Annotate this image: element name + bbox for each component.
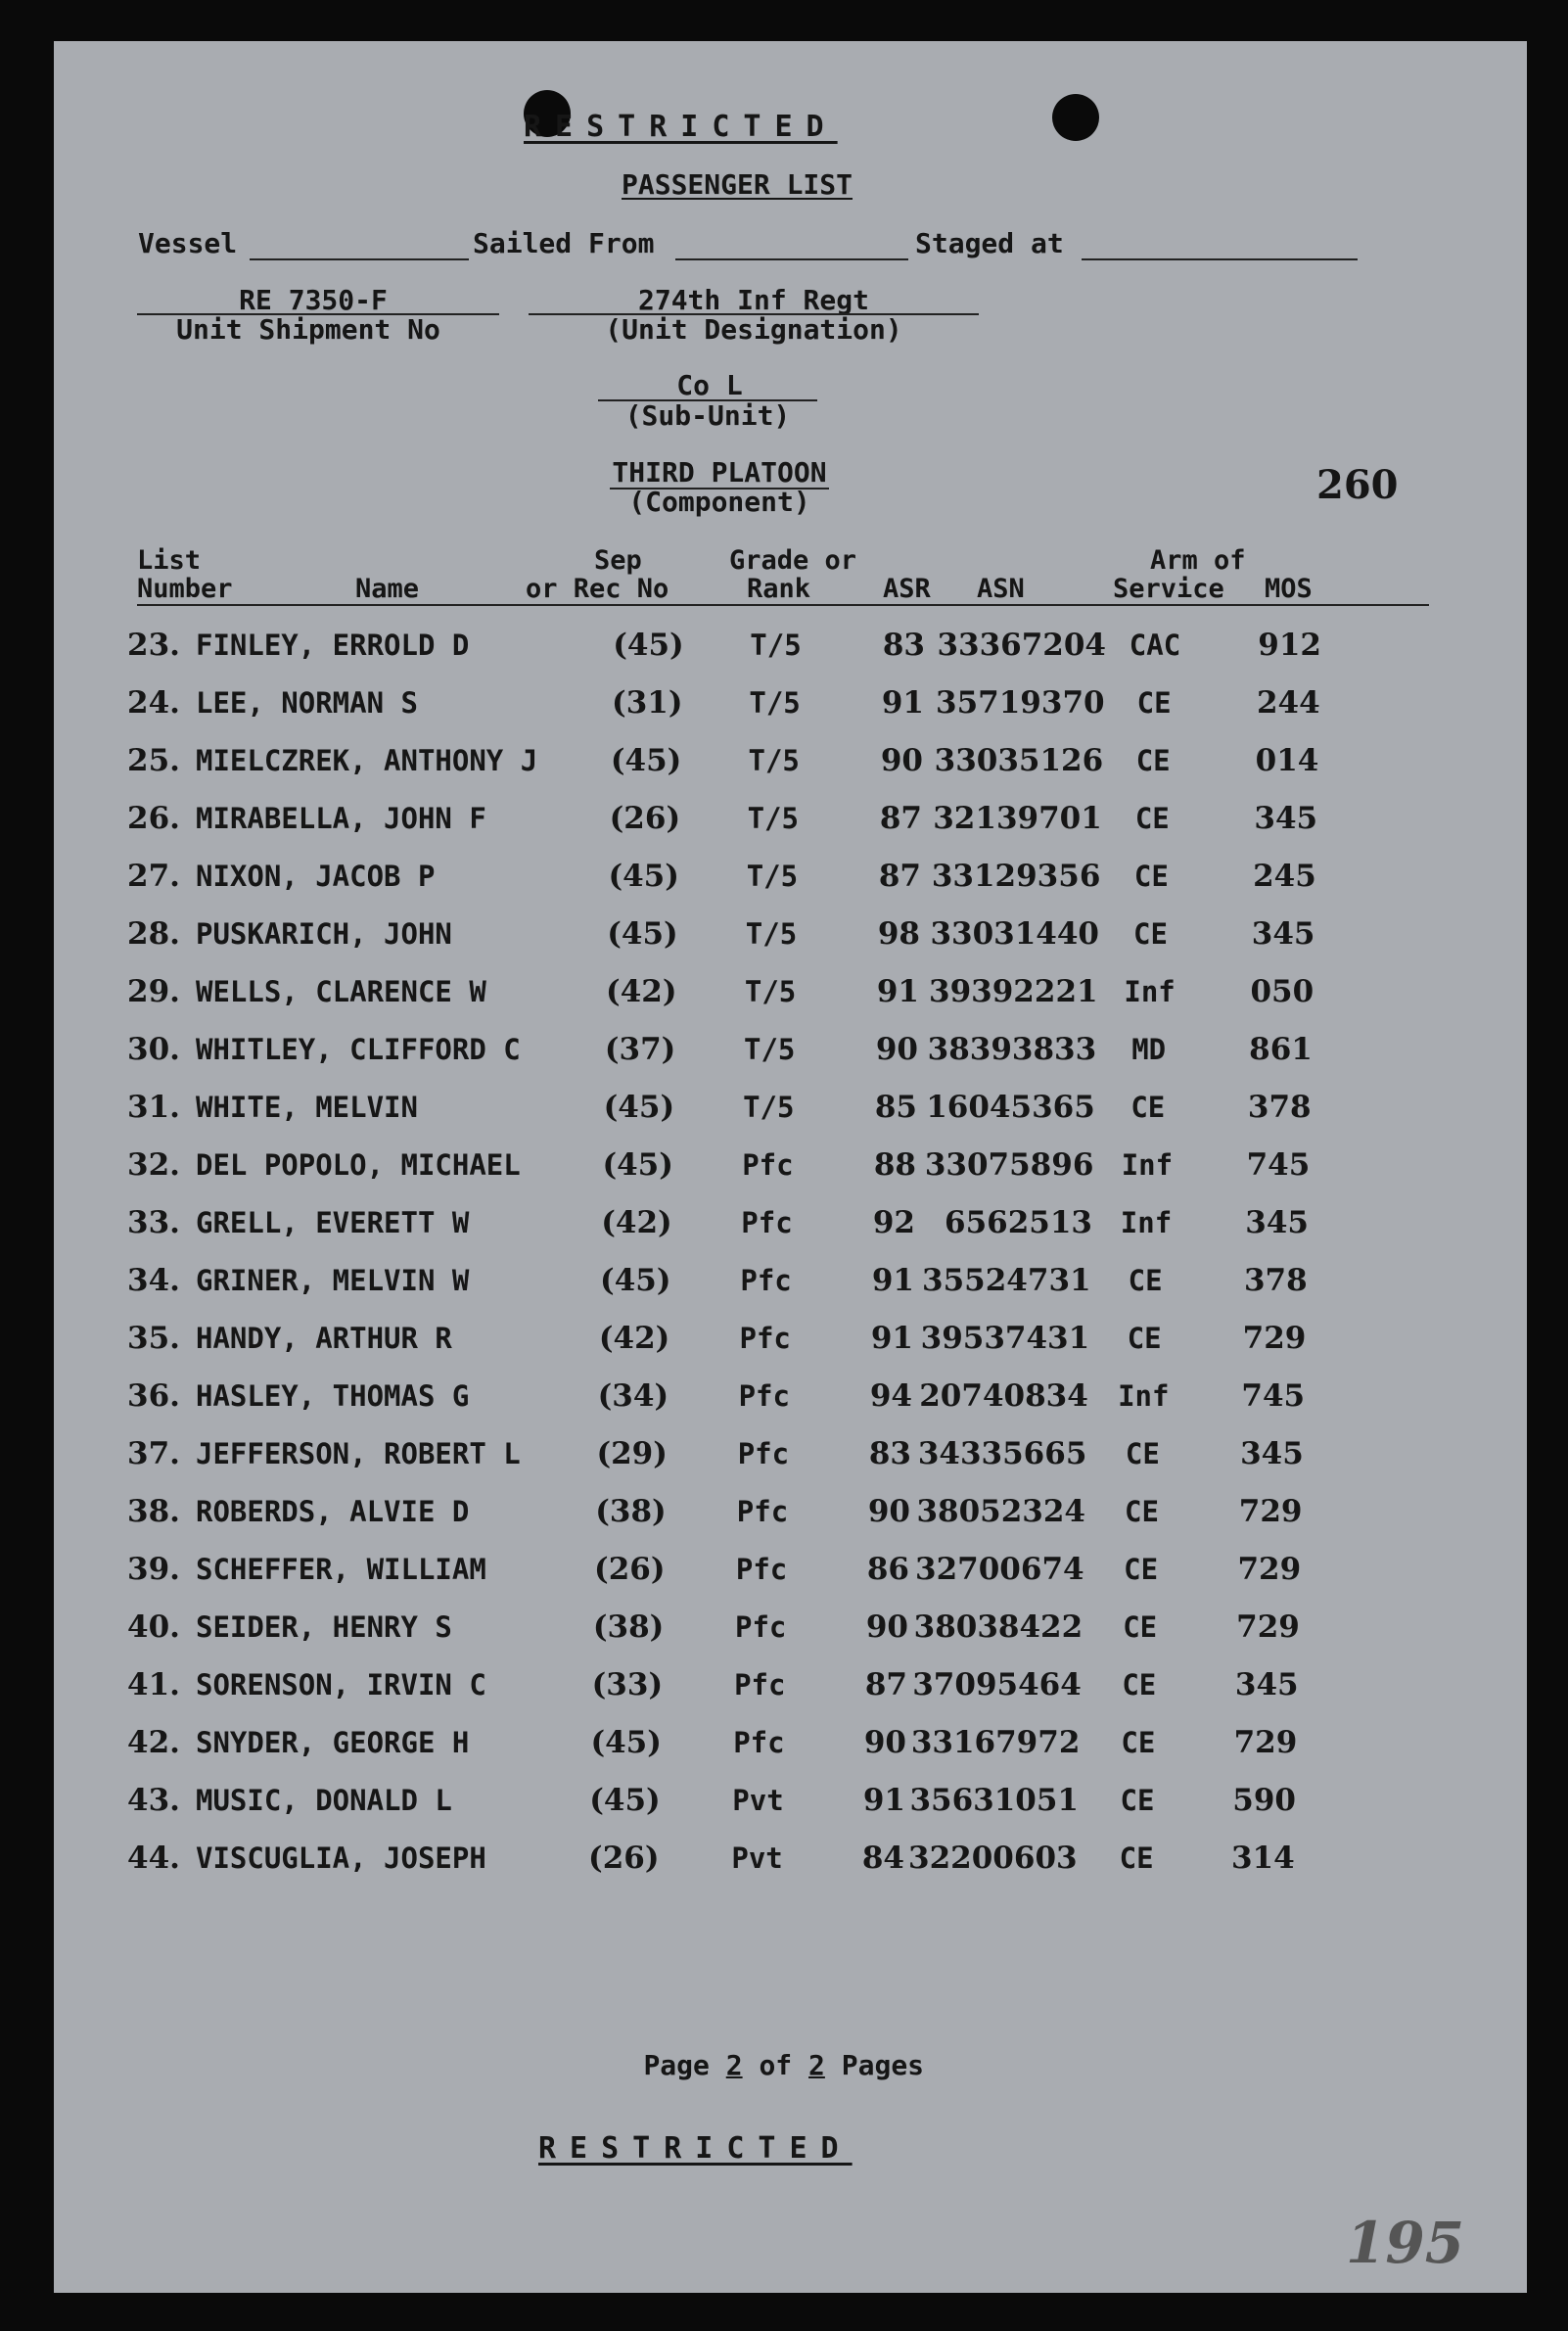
- cell-asr: 91: [881, 685, 924, 721]
- pages-label: Pages: [841, 2049, 925, 2081]
- col-list-number-line2: Number: [137, 574, 233, 604]
- cell-name: WHITLEY, CLIFFORD C: [196, 1033, 521, 1066]
- cell-asn: 33129356: [931, 859, 1101, 894]
- table-row: [54, 857, 1527, 914]
- unit-shipment-label: Unit Shipment No: [176, 313, 440, 346]
- cell-grade: Pfc: [740, 1264, 792, 1297]
- table-row: [54, 1839, 1527, 1896]
- cell-mos: 729: [1233, 1725, 1298, 1760]
- cell-name: HASLEY, THOMAS G: [196, 1379, 470, 1413]
- cell-sep: (45): [590, 1725, 662, 1760]
- cell-arm: MD: [1131, 1033, 1167, 1066]
- cell-no: 39.: [127, 1552, 180, 1587]
- cell-sep: (45): [589, 1783, 661, 1818]
- cell-no: 43.: [127, 1783, 180, 1818]
- header-rule: [137, 604, 1429, 606]
- cell-arm: CE: [1130, 1091, 1166, 1124]
- cell-mos: 590: [1232, 1783, 1296, 1818]
- cell-sep: (37): [604, 1032, 676, 1067]
- cell-mos: 729: [1237, 1552, 1302, 1587]
- cell-asn: 33367204: [937, 628, 1106, 663]
- cell-asn: 33035126: [934, 743, 1104, 778]
- col-name: Name: [355, 574, 420, 604]
- col-grade-line2: Rank: [747, 574, 811, 604]
- cell-no: 38.: [127, 1494, 180, 1529]
- cell-sep: (45): [613, 628, 684, 663]
- cell-grade: Pvt: [731, 1841, 783, 1875]
- cell-asr: 85: [874, 1090, 917, 1125]
- cell-grade: T/5: [746, 860, 799, 893]
- cell-no: 34.: [127, 1263, 180, 1298]
- table-row: [54, 1608, 1527, 1665]
- cell-no: 36.: [127, 1378, 180, 1414]
- restricted-heading-bottom: RESTRICTED: [538, 2131, 853, 2166]
- table-row: [54, 1781, 1527, 1839]
- table-row: [54, 1319, 1527, 1376]
- cell-mos: 244: [1256, 685, 1320, 721]
- cell-name: FINLEY, ERROLD D: [196, 629, 470, 662]
- cell-mos: 050: [1250, 974, 1314, 1009]
- cell-grade: T/5: [743, 1033, 796, 1066]
- cell-sep: (31): [612, 685, 683, 721]
- cell-name: DEL POPOLO, MICHAEL: [196, 1148, 521, 1182]
- cell-no: 37.: [127, 1436, 180, 1471]
- cell-asn: 33075896: [924, 1147, 1094, 1183]
- cell-name: JEFFERSON, ROBERT L: [196, 1437, 521, 1470]
- table-row: [54, 1665, 1527, 1723]
- cell-mos: 729: [1242, 1321, 1307, 1356]
- cell-sep: (38): [592, 1609, 665, 1645]
- cell-arm: CE: [1119, 1841, 1154, 1875]
- table-row: [54, 626, 1527, 683]
- cell-sep: (45): [603, 1090, 675, 1125]
- sailed-from-blank-line: [675, 258, 908, 260]
- cell-no: 30.: [127, 1032, 180, 1067]
- cell-no: 29.: [127, 974, 180, 1009]
- cell-asn: 35631051: [909, 1783, 1079, 1818]
- cell-asn: 38038422: [913, 1609, 1084, 1645]
- cell-asn: 38052324: [916, 1494, 1085, 1529]
- cell-name: PUSKARICH, JOHN: [196, 917, 452, 951]
- cell-no: 27.: [127, 859, 180, 894]
- cell-sep: (45): [607, 916, 678, 952]
- table-row: [54, 1203, 1527, 1261]
- table-row: [54, 683, 1527, 741]
- cell-name: HANDY, ARTHUR R: [196, 1322, 452, 1355]
- cell-asn: 20740834: [919, 1378, 1088, 1414]
- cell-grade: Pfc: [736, 1495, 789, 1528]
- cell-name: SEIDER, HENRY S: [196, 1610, 452, 1644]
- cell-asn: 16045365: [926, 1090, 1095, 1125]
- cell-asr: 91: [876, 974, 919, 1009]
- cell-grade: T/5: [750, 629, 802, 662]
- punch-hole: [1052, 94, 1099, 141]
- cell-name: SORENSON, IRVIN C: [196, 1668, 486, 1702]
- cell-asr: 91: [862, 1783, 905, 1818]
- handwritten-number: 195: [1346, 2210, 1465, 2276]
- cell-mos: 729: [1236, 1609, 1300, 1645]
- cell-grade: Pfc: [735, 1553, 788, 1586]
- cell-arm: CE: [1123, 1610, 1158, 1644]
- cell-grade: Pfc: [734, 1668, 786, 1702]
- cell-asn: 37095464: [912, 1667, 1082, 1702]
- cell-asn: 35719370: [936, 685, 1105, 721]
- cell-asn: 39537431: [920, 1321, 1090, 1356]
- cell-name: SCHEFFER, WILLIAM: [196, 1553, 486, 1586]
- cell-asr: 90: [863, 1725, 906, 1760]
- cell-asn: 38393833: [927, 1032, 1097, 1067]
- cell-asr: 90: [867, 1494, 910, 1529]
- cell-mos: 345: [1240, 1436, 1304, 1471]
- cell-grade: Pfc: [737, 1437, 790, 1470]
- cell-no: 35.: [127, 1321, 180, 1356]
- cell-asr: 87: [879, 801, 922, 836]
- cell-asr: 83: [868, 1436, 911, 1471]
- document-title: PASSENGER LIST: [622, 168, 853, 201]
- cell-asr: 91: [871, 1263, 914, 1298]
- cell-sep: (45): [610, 743, 682, 778]
- cell-name: GRINER, MELVIN W: [196, 1264, 470, 1297]
- cell-arm: Inf: [1124, 975, 1176, 1008]
- cell-no: 26.: [127, 801, 180, 836]
- cell-grade: T/5: [745, 917, 798, 951]
- unit-shipment-value: RE 7350-F: [239, 284, 388, 316]
- cell-asr: 84: [861, 1841, 904, 1876]
- cell-asn: 39392221: [929, 974, 1098, 1009]
- cell-arm: CE: [1134, 802, 1170, 835]
- cell-sep: (45): [608, 859, 679, 894]
- cell-mos: 745: [1241, 1378, 1306, 1414]
- cell-mos: 729: [1238, 1494, 1303, 1529]
- cell-asn: 35524731: [922, 1263, 1091, 1298]
- cell-sep: (42): [601, 1205, 672, 1240]
- cell-arm: CE: [1125, 1495, 1159, 1528]
- cell-grade: T/5: [743, 1091, 795, 1124]
- page-of: of: [759, 2049, 793, 2081]
- cell-mos: 314: [1230, 1841, 1295, 1876]
- col-list-number-line1: List: [137, 545, 202, 576]
- cell-arm: CE: [1128, 1264, 1163, 1297]
- col-grade-line1: Grade or: [729, 545, 857, 576]
- cell-arm: CE: [1136, 686, 1172, 720]
- cell-arm: Inf: [1121, 1148, 1174, 1182]
- col-mos: MOS: [1265, 574, 1313, 604]
- component-label: (Component): [628, 486, 810, 518]
- cell-name: SNYDER, GEORGE H: [196, 1726, 470, 1759]
- cell-arm: CE: [1135, 744, 1171, 777]
- cell-asr: 90: [875, 1032, 918, 1067]
- vessel-blank-line: [250, 258, 469, 260]
- cell-name: NIXON, JACOB P: [196, 860, 436, 893]
- cell-no: 44.: [127, 1841, 180, 1876]
- col-asn: ASN: [977, 574, 1025, 604]
- cell-asn: 32200603: [908, 1841, 1078, 1876]
- cell-asr: 83: [882, 628, 925, 663]
- cell-name: LEE, NORMAN S: [196, 686, 418, 720]
- cell-asr: 91: [870, 1321, 913, 1356]
- cell-name: WELLS, CLARENCE W: [196, 975, 486, 1008]
- cell-no: 33.: [127, 1205, 180, 1240]
- cell-arm: CE: [1127, 1322, 1162, 1355]
- cell-asn: 33031440: [930, 916, 1099, 952]
- cell-no: 31.: [127, 1090, 180, 1125]
- cell-mos: 014: [1255, 743, 1319, 778]
- vessel-label: Vessel: [138, 227, 238, 259]
- cell-grade: Pfc: [739, 1322, 791, 1355]
- cell-mos: 745: [1246, 1147, 1311, 1183]
- cell-sep: (45): [600, 1263, 671, 1298]
- cell-sep: (42): [606, 974, 677, 1009]
- cell-asr: 87: [864, 1667, 907, 1702]
- table-row: [54, 741, 1527, 799]
- cell-arm: Inf: [1118, 1379, 1170, 1413]
- cell-name: VISCUGLIA, JOSEPH: [196, 1841, 486, 1875]
- sailed-from-label: Sailed From: [473, 227, 655, 259]
- cell-no: 32.: [127, 1147, 180, 1183]
- cell-asn: 6562513: [945, 1205, 1092, 1240]
- cell-sep: (29): [596, 1436, 668, 1471]
- cell-arm: CE: [1124, 1553, 1159, 1586]
- cell-mos: 245: [1253, 859, 1316, 894]
- cell-asn: 32139701: [933, 801, 1102, 836]
- cell-mos: 861: [1249, 1032, 1313, 1067]
- cell-sep: (26): [588, 1841, 660, 1876]
- cell-asr: 90: [865, 1609, 908, 1645]
- cell-grade: Pvt: [732, 1784, 784, 1817]
- table-row: [54, 1492, 1527, 1550]
- cell-sep: (38): [595, 1494, 667, 1529]
- unit-designation-value: 274th Inf Regt: [637, 284, 869, 316]
- cell-mos: 345: [1245, 1205, 1309, 1240]
- cell-arm: CE: [1125, 1437, 1160, 1470]
- cell-sep: (34): [597, 1378, 669, 1414]
- cell-asr: 92: [872, 1205, 915, 1240]
- cell-grade: T/5: [748, 744, 800, 777]
- page-current: 2: [725, 2049, 743, 2081]
- cell-name: WHITE, MELVIN: [196, 1091, 418, 1124]
- table-row: [54, 1723, 1527, 1781]
- page-indicator: [577, 2017, 924, 2114]
- cell-grade: Pfc: [738, 1379, 790, 1413]
- cell-asr: 94: [869, 1378, 912, 1414]
- cell-name: MIELCZREK, ANTHONY J: [196, 744, 538, 777]
- cell-arm: CE: [1122, 1668, 1157, 1702]
- page-total: 2: [808, 2049, 825, 2081]
- cell-asr: 90: [880, 743, 923, 778]
- table-row: [54, 1261, 1527, 1319]
- cell-grade: Pfc: [733, 1726, 785, 1759]
- table-row: [54, 1550, 1527, 1608]
- cell-asr: 98: [877, 916, 920, 952]
- table-row: [54, 914, 1527, 972]
- cell-arm: CE: [1133, 860, 1169, 893]
- sub-unit-label: (Sub-Unit): [624, 399, 791, 432]
- unit-designation-label: (Unit Designation): [605, 313, 902, 346]
- cell-mos: 378: [1243, 1263, 1308, 1298]
- cell-arm: CAC: [1129, 629, 1181, 662]
- cell-mos: 912: [1258, 628, 1321, 663]
- table-row: [54, 799, 1527, 857]
- cell-name: MUSIC, DONALD L: [196, 1784, 452, 1817]
- cell-no: 24.: [127, 685, 180, 721]
- stamp-number: 260: [1316, 462, 1399, 508]
- cell-mos: 345: [1234, 1667, 1299, 1702]
- table-row: [54, 1088, 1527, 1145]
- table-row: [54, 972, 1527, 1030]
- cell-no: 28.: [127, 916, 180, 952]
- cell-name: MIRABELLA, JOHN F: [196, 802, 486, 835]
- cell-sep: (42): [598, 1321, 670, 1356]
- cell-grade: Pfc: [734, 1610, 787, 1644]
- cell-arm: CE: [1133, 917, 1168, 951]
- cell-grade: Pfc: [742, 1148, 794, 1182]
- table-row: [54, 1434, 1527, 1492]
- col-sep-line1: Sep: [594, 545, 642, 576]
- staged-at-blank-line: [1082, 258, 1358, 260]
- cell-name: ROBERDS, ALVIE D: [196, 1495, 470, 1528]
- cell-grade: T/5: [744, 975, 797, 1008]
- cell-arm: CE: [1120, 1784, 1155, 1817]
- component-value: THIRD PLATOON: [612, 456, 827, 489]
- document-page: [54, 41, 1527, 2293]
- cell-sep: (26): [609, 801, 681, 836]
- cell-grade: T/5: [747, 802, 799, 835]
- restricted-heading-top: RESTRICTED: [524, 110, 838, 144]
- cell-sep: (26): [594, 1552, 666, 1587]
- cell-asr: 88: [873, 1147, 916, 1183]
- table-row: [54, 1376, 1527, 1434]
- table-row: [54, 1030, 1527, 1088]
- staged-at-label: Staged at: [915, 227, 1064, 259]
- cell-no: 42.: [127, 1725, 180, 1760]
- cell-name: GRELL, EVERETT W: [196, 1206, 470, 1239]
- cell-sep: (33): [591, 1667, 664, 1702]
- cell-mos: 345: [1254, 801, 1318, 836]
- cell-no: 40.: [127, 1609, 180, 1645]
- cell-grade: Pfc: [741, 1206, 793, 1239]
- cell-asn: 33167972: [910, 1725, 1081, 1760]
- cell-no: 23.: [127, 628, 180, 663]
- table-row: [54, 1145, 1527, 1203]
- col-arm-line1: Arm of: [1150, 545, 1246, 576]
- cell-grade: T/5: [749, 686, 801, 720]
- col-arm-line2: Service: [1113, 574, 1224, 604]
- cell-asr: 87: [878, 859, 921, 894]
- cell-mos: 345: [1251, 916, 1315, 952]
- col-sep-line2: or Rec No: [526, 574, 669, 604]
- cell-sep: (45): [602, 1147, 673, 1183]
- col-asr: ASR: [883, 574, 931, 604]
- sub-unit-value: Co L: [676, 369, 743, 401]
- cell-arm: Inf: [1120, 1206, 1173, 1239]
- page-label: Page: [643, 2049, 710, 2081]
- cell-asn: 34335665: [917, 1436, 1087, 1471]
- cell-no: 25.: [127, 743, 180, 778]
- cell-no: 41.: [127, 1667, 180, 1702]
- cell-asr: 86: [866, 1552, 909, 1587]
- cell-mos: 378: [1247, 1090, 1312, 1125]
- cell-asn: 32700674: [915, 1552, 1084, 1587]
- cell-arm: CE: [1121, 1726, 1156, 1759]
